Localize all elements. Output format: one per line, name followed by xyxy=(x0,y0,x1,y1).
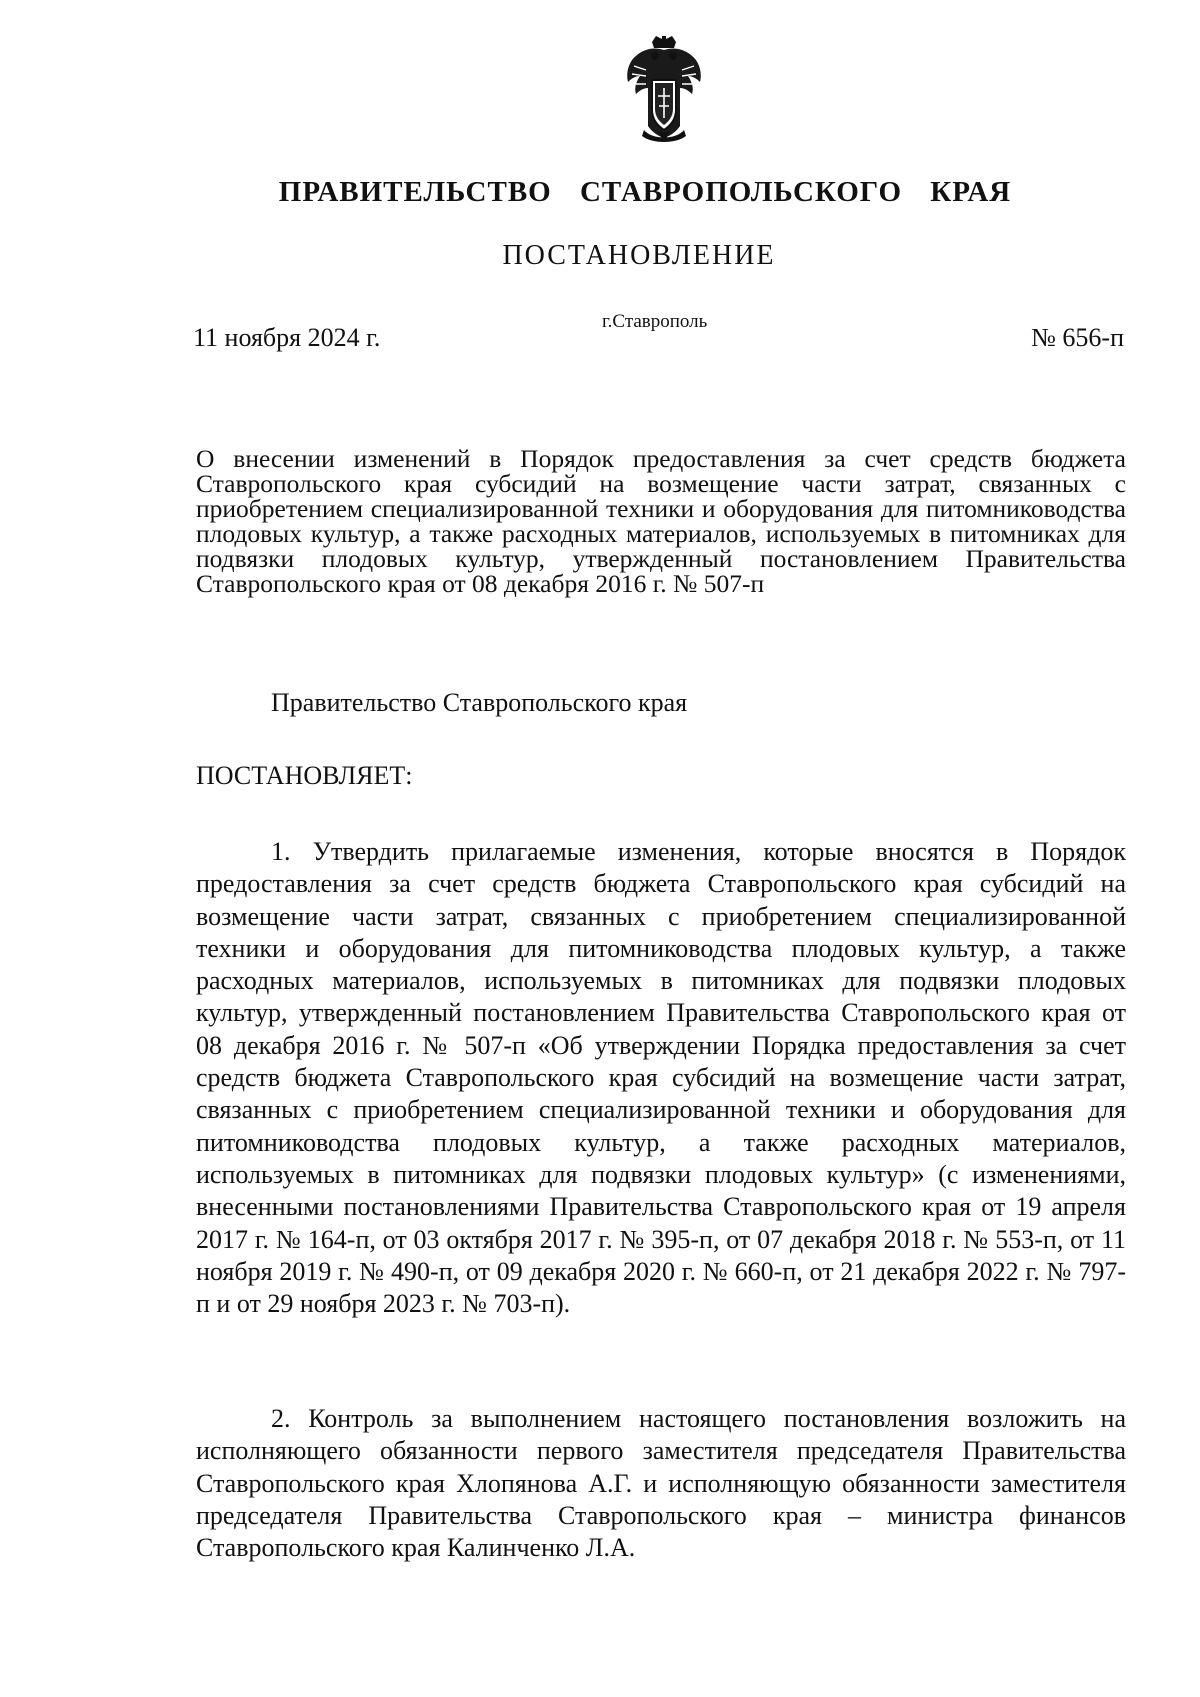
clause-1: 1. Утвердить прилагаемые изменения, которые вносятся в Порядок предоставления за счет средств бюджета Ставропольского края субсидий на возмещение части затрат, связанных с приобретением специализированной техники и оборудования для питомниководства плодовых культур, а также расходных материалов, используемых в питомниках для подвязки плодовых культур, утвержденный постановлением Правительства Ставропольского края от 08 декабря 2016 г. № 507-п «Об утверждении Порядка предоставления за счет средств бюджета Ставропольского края субсидий на возмещение части затрат, связанных с приобретением специализированной техники и оборудования для питомниководства плодовых культур, а также расходных материалов, используемых в питомниках для подвязки плодовых культур» (с изменениями, внесенными постановлениями Правительства Ставропольского края от 19 апреля 2017 г. № 164-п, от 03 октября 2017 г. № 395-п, от 07 декабря 2018 г. № 553-п, от 11 ноября 2019 г. № 490-п, от 09 декабря 2020 г. № 660-п, от 21 декабря 2022 г. № 797-п и от 29 ноября 2023 г. № 703-п). xyxy=(196,837,1126,1319)
document-city: г.Ставрополь xyxy=(602,311,708,332)
preamble: Правительство Ставропольского края xyxy=(271,688,688,717)
clause-2: 2. Контроль за выполнением настоящего постановления возложить на исполняющего обязанности первого заместителя председателя Правительства Ставропольского края Хлопянова А.Г. и исполняющую обязанности заместителя председателя Правительства Ставропольского края – министра финансов Ставропольского края Калинченко Л.А. xyxy=(196,1404,1126,1563)
document-subject: О внесении изменений в Порядок предоставления за счет средств бюджета Ставропольского края субсидий на возмещение части затрат, связанных с приобретением специализированной техники и оборудования для питомниководства плодовых культур, а также расходных материалов, используемых в питомниках для подвязки плодовых культур, утвержденный постановлением Правительства Ставропольского края от 08 декабря 2016 г. № 507-п xyxy=(196,444,1126,598)
stavropol-coat-of-arms-icon xyxy=(622,36,706,144)
document-date: 11 ноября 2024 г. xyxy=(193,323,381,352)
decree-word: ПОСТАНОВЛЯЕТ: xyxy=(196,761,413,790)
document-type: ПОСТАНОВЛЕНИЕ xyxy=(502,240,776,271)
document-number: № 656-п xyxy=(1031,323,1124,352)
government-title: ПРАВИТЕЛЬСТВО СТАВРОПОЛЬСКОГО КРАЯ xyxy=(278,176,1012,208)
